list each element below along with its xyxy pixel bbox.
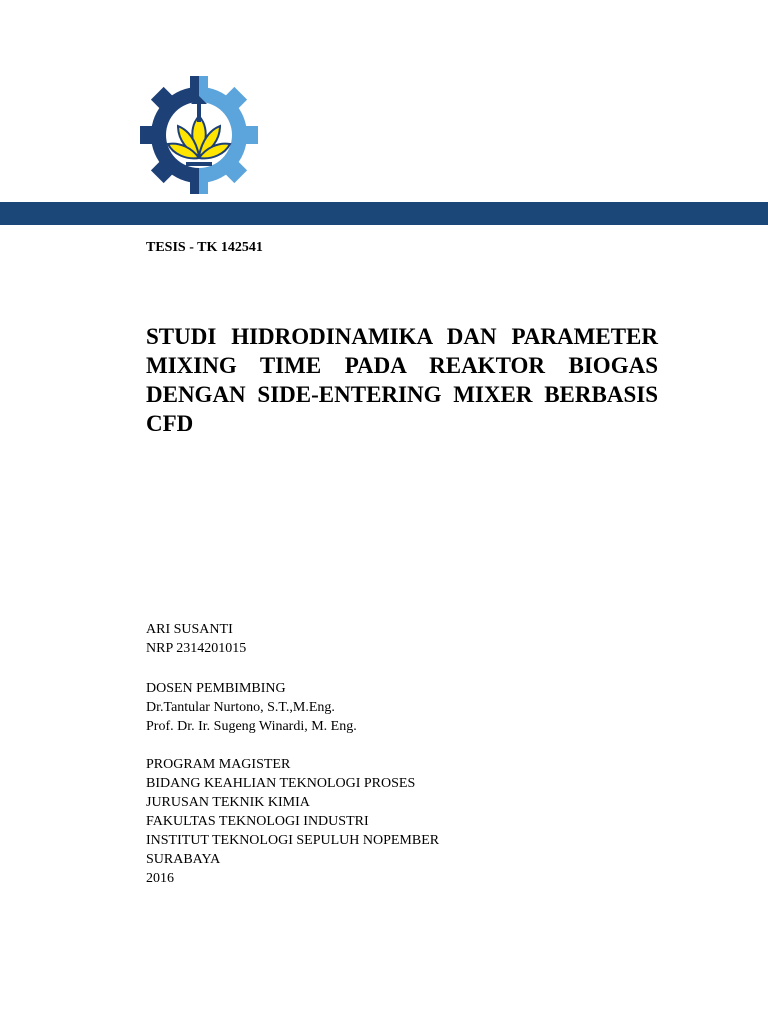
header-band <box>0 202 768 225</box>
thesis-code: TESIS - TK 142541 <box>146 240 263 255</box>
institution-block <box>146 755 439 888</box>
institution-year: 2016 <box>146 871 174 886</box>
university-logo <box>138 74 260 196</box>
institution-line: PROGRAM MAGISTER <box>146 757 291 772</box>
institution-line: INSTITUT TEKNOLOGI SEPULUH NOPEMBER <box>146 833 440 848</box>
author-nrp: NRP 2314201015 <box>146 641 247 656</box>
supervisor-heading: DOSEN PEMBIMBING <box>146 681 286 696</box>
thesis-title: STUDI HIDRODINAMIKA DAN PARAMETER MIXING TIME PADA REAKTOR BIOGAS DENGAN SIDE-ENTERING MIXER BERBASIS CFD <box>146 324 658 436</box>
institution-line: BIDANG KEAHLIAN TEKNOLOGI PROSES <box>146 776 416 791</box>
author-name: ARI SUSANTI <box>146 622 233 637</box>
its-emblem-icon <box>138 74 260 196</box>
supervisor-block <box>146 679 357 736</box>
supervisor-name: Prof. Dr. Ir. Sugeng Winardi, M. Eng. <box>146 719 357 734</box>
supervisor-name: Dr.Tantular Nurtono, S.T.,M.Eng. <box>146 700 335 715</box>
institution-line: JURUSAN TEKNIK KIMIA <box>146 795 310 810</box>
institution-line: FAKULTAS TEKNOLOGI INDUSTRI <box>146 814 369 829</box>
institution-line: SURABAYA <box>146 852 221 867</box>
author-block <box>146 620 246 658</box>
